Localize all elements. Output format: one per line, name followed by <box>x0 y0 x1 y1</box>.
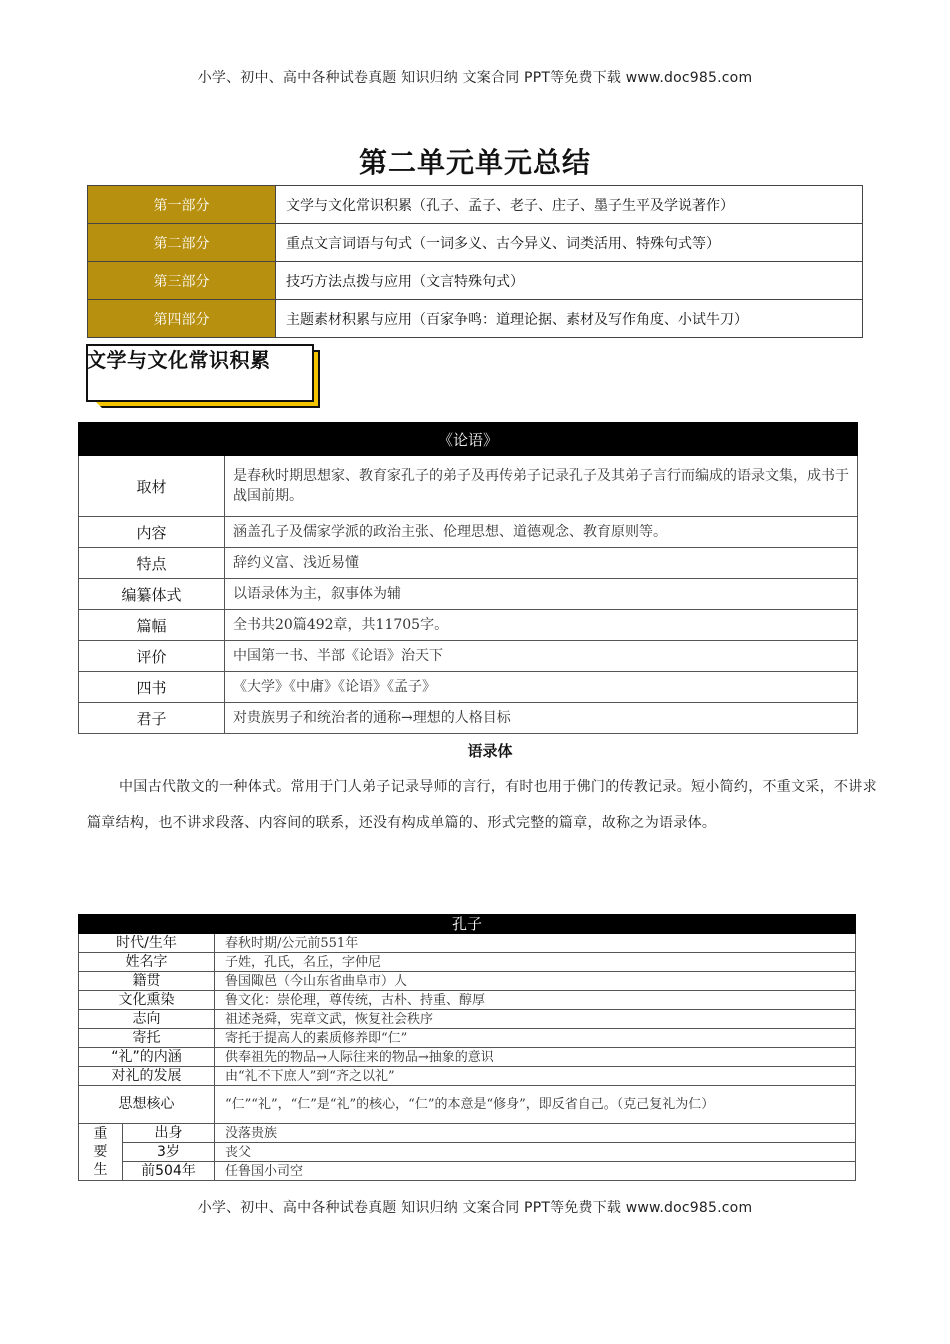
table-row <box>79 1124 856 1143</box>
row-key: 前504年 <box>123 1162 215 1181</box>
table-row <box>88 300 863 338</box>
table-row <box>79 703 858 734</box>
lunyu-header: 《论语》 <box>79 423 858 456</box>
life-label-char: 生 <box>93 1162 108 1178</box>
row-value: 供奉祖先的物品→人际往来的物品→抽象的意识 <box>215 1048 856 1067</box>
row-key: 文化熏染 <box>79 991 215 1010</box>
part-label: 第二部分 <box>88 224 276 262</box>
row-key: 时代/生年 <box>79 934 215 953</box>
row-value: 中国第一书、半部《论语》治天下 <box>225 641 858 672</box>
lunyu-table <box>78 422 858 734</box>
row-key: 内容 <box>79 517 225 548</box>
table-row <box>79 991 856 1010</box>
part-label: 第三部分 <box>88 262 276 300</box>
table-row <box>79 517 858 548</box>
row-key: 四书 <box>79 672 225 703</box>
part-text: 技巧方法点拨与应用（文言特殊句式） <box>276 262 863 300</box>
page-header: 小学、初中、高中各种试卷真题 知识归纳 文案合同 PPT等免费下载 www.doc985.com <box>197 70 753 86</box>
row-key: 志向 <box>79 1010 215 1029</box>
row-value: 鲁文化：崇伦理，尊传统，古朴、持重、醇厚 <box>215 991 856 1010</box>
yulu-title: 语录体 <box>467 742 513 760</box>
table-row <box>79 548 858 579</box>
kongzi-header: 孔子 <box>79 915 856 934</box>
row-value: 子姓，孔氏，名丘，字仲尼 <box>215 953 856 972</box>
row-key: 评价 <box>79 641 225 672</box>
table-row <box>79 641 858 672</box>
row-value: 丧父 <box>215 1143 856 1162</box>
row-key: 思想核心 <box>79 1086 215 1124</box>
row-key: 君子 <box>79 703 225 734</box>
row-value: 祖述尧舜，宪章文武，恢复社会秩序 <box>215 1010 856 1029</box>
part-text: 主题素材积累与应用（百家争鸣：道理论据、素材及写作角度、小试牛刀） <box>276 300 863 338</box>
row-value: 是春秋时期思想家、教育家孔子的弟子及再传弟子记录孔子及其弟子言行而编成的语录文集，成书于战国前期。 <box>225 456 858 517</box>
table-row <box>79 1086 856 1124</box>
row-value: 没落贵族 <box>215 1124 856 1143</box>
row-value: 由“礼不下庶人”到“齐之以礼” <box>215 1067 856 1086</box>
table-row <box>88 262 863 300</box>
table-row <box>79 953 856 972</box>
table-row <box>88 186 863 224</box>
yulu-body: 中国古代散文的一种体式。常用于门人弟子记录导师的言行，有时也用于佛门的传教记录。短小简约，不重文采，不讲求篇章结构，也不讲求段落、内容间的联系，还没有构成单篇的、形式完整的篇章，故称之为语录体。 <box>87 779 877 831</box>
table-row <box>79 972 856 991</box>
row-value: 全书共20篇492章，共11705字。 <box>225 610 858 641</box>
part-label: 第四部分 <box>88 300 276 338</box>
row-value: 涵盖孔子及儒家学派的政治主张、伦理思想、道德观念、教育原则等。 <box>225 517 858 548</box>
table-row <box>79 1067 856 1086</box>
row-key: 姓名字 <box>79 953 215 972</box>
page-title: 第二单元单元总结 <box>358 146 591 179</box>
table-row <box>79 672 858 703</box>
table-row <box>79 1029 856 1048</box>
row-key: 对礼的发展 <box>79 1067 215 1086</box>
part-text: 重点文言词语与句式（一词多义、古今异义、词类活用、特殊句式等） <box>276 224 863 262</box>
page-footer: 小学、初中、高中各种试卷真题 知识归纳 文案合同 PPT等免费下载 www.doc985.com <box>197 1200 753 1216</box>
table-row <box>79 610 858 641</box>
parts-table <box>87 185 863 338</box>
part-text: 文学与文化常识积累（孔子、孟子、老子、庄子、墨子生平及学说著作） <box>276 186 863 224</box>
table-row <box>79 1162 856 1181</box>
row-key: 寄托 <box>79 1029 215 1048</box>
table-row <box>79 579 858 610</box>
row-key: 3岁 <box>123 1143 215 1162</box>
row-value: 辞约义富、浅近易懂 <box>225 548 858 579</box>
life-label <box>79 1124 123 1181</box>
row-value: 鲁国陬邑（今山东省曲阜市）人 <box>215 972 856 991</box>
row-key: 特点 <box>79 548 225 579</box>
row-value: 春秋时期/公元前551年 <box>215 934 856 953</box>
table-row <box>79 1010 856 1029</box>
table-row <box>79 1143 856 1162</box>
row-value: 《大学》《中庸》《论语》《孟子》 <box>225 672 858 703</box>
kongzi-table <box>78 914 856 1181</box>
row-value: 任鲁国小司空 <box>215 1162 856 1181</box>
table-row <box>79 934 856 953</box>
row-key: 编纂体式 <box>79 579 225 610</box>
section-tag: 文学与文化常识积累 <box>86 348 271 372</box>
part-label: 第一部分 <box>88 186 276 224</box>
row-value: “仁”“礼”，“仁”是“礼”的核心，“仁”的本意是“修身”，即反省自己。（克己复礼为仁） <box>215 1086 856 1124</box>
table-row <box>79 1048 856 1067</box>
table-row <box>88 224 863 262</box>
row-key: 籍贯 <box>79 972 215 991</box>
row-key: 出身 <box>123 1124 215 1143</box>
table-header-row <box>79 423 858 456</box>
table-row <box>79 456 858 517</box>
table-header-row <box>79 915 856 934</box>
row-key: “礼”的内涵 <box>79 1048 215 1067</box>
row-value: 对贵族男子和统治者的通称→理想的人格目标 <box>225 703 858 734</box>
life-label-char: 要 <box>93 1144 108 1160</box>
row-key: 取材 <box>79 456 225 517</box>
life-label-char: 重 <box>93 1126 108 1142</box>
row-key: 篇幅 <box>79 610 225 641</box>
row-value: 寄托于提高人的素质修养即“仁” <box>215 1029 856 1048</box>
row-value: 以语录体为主，叙事体为辅 <box>225 579 858 610</box>
